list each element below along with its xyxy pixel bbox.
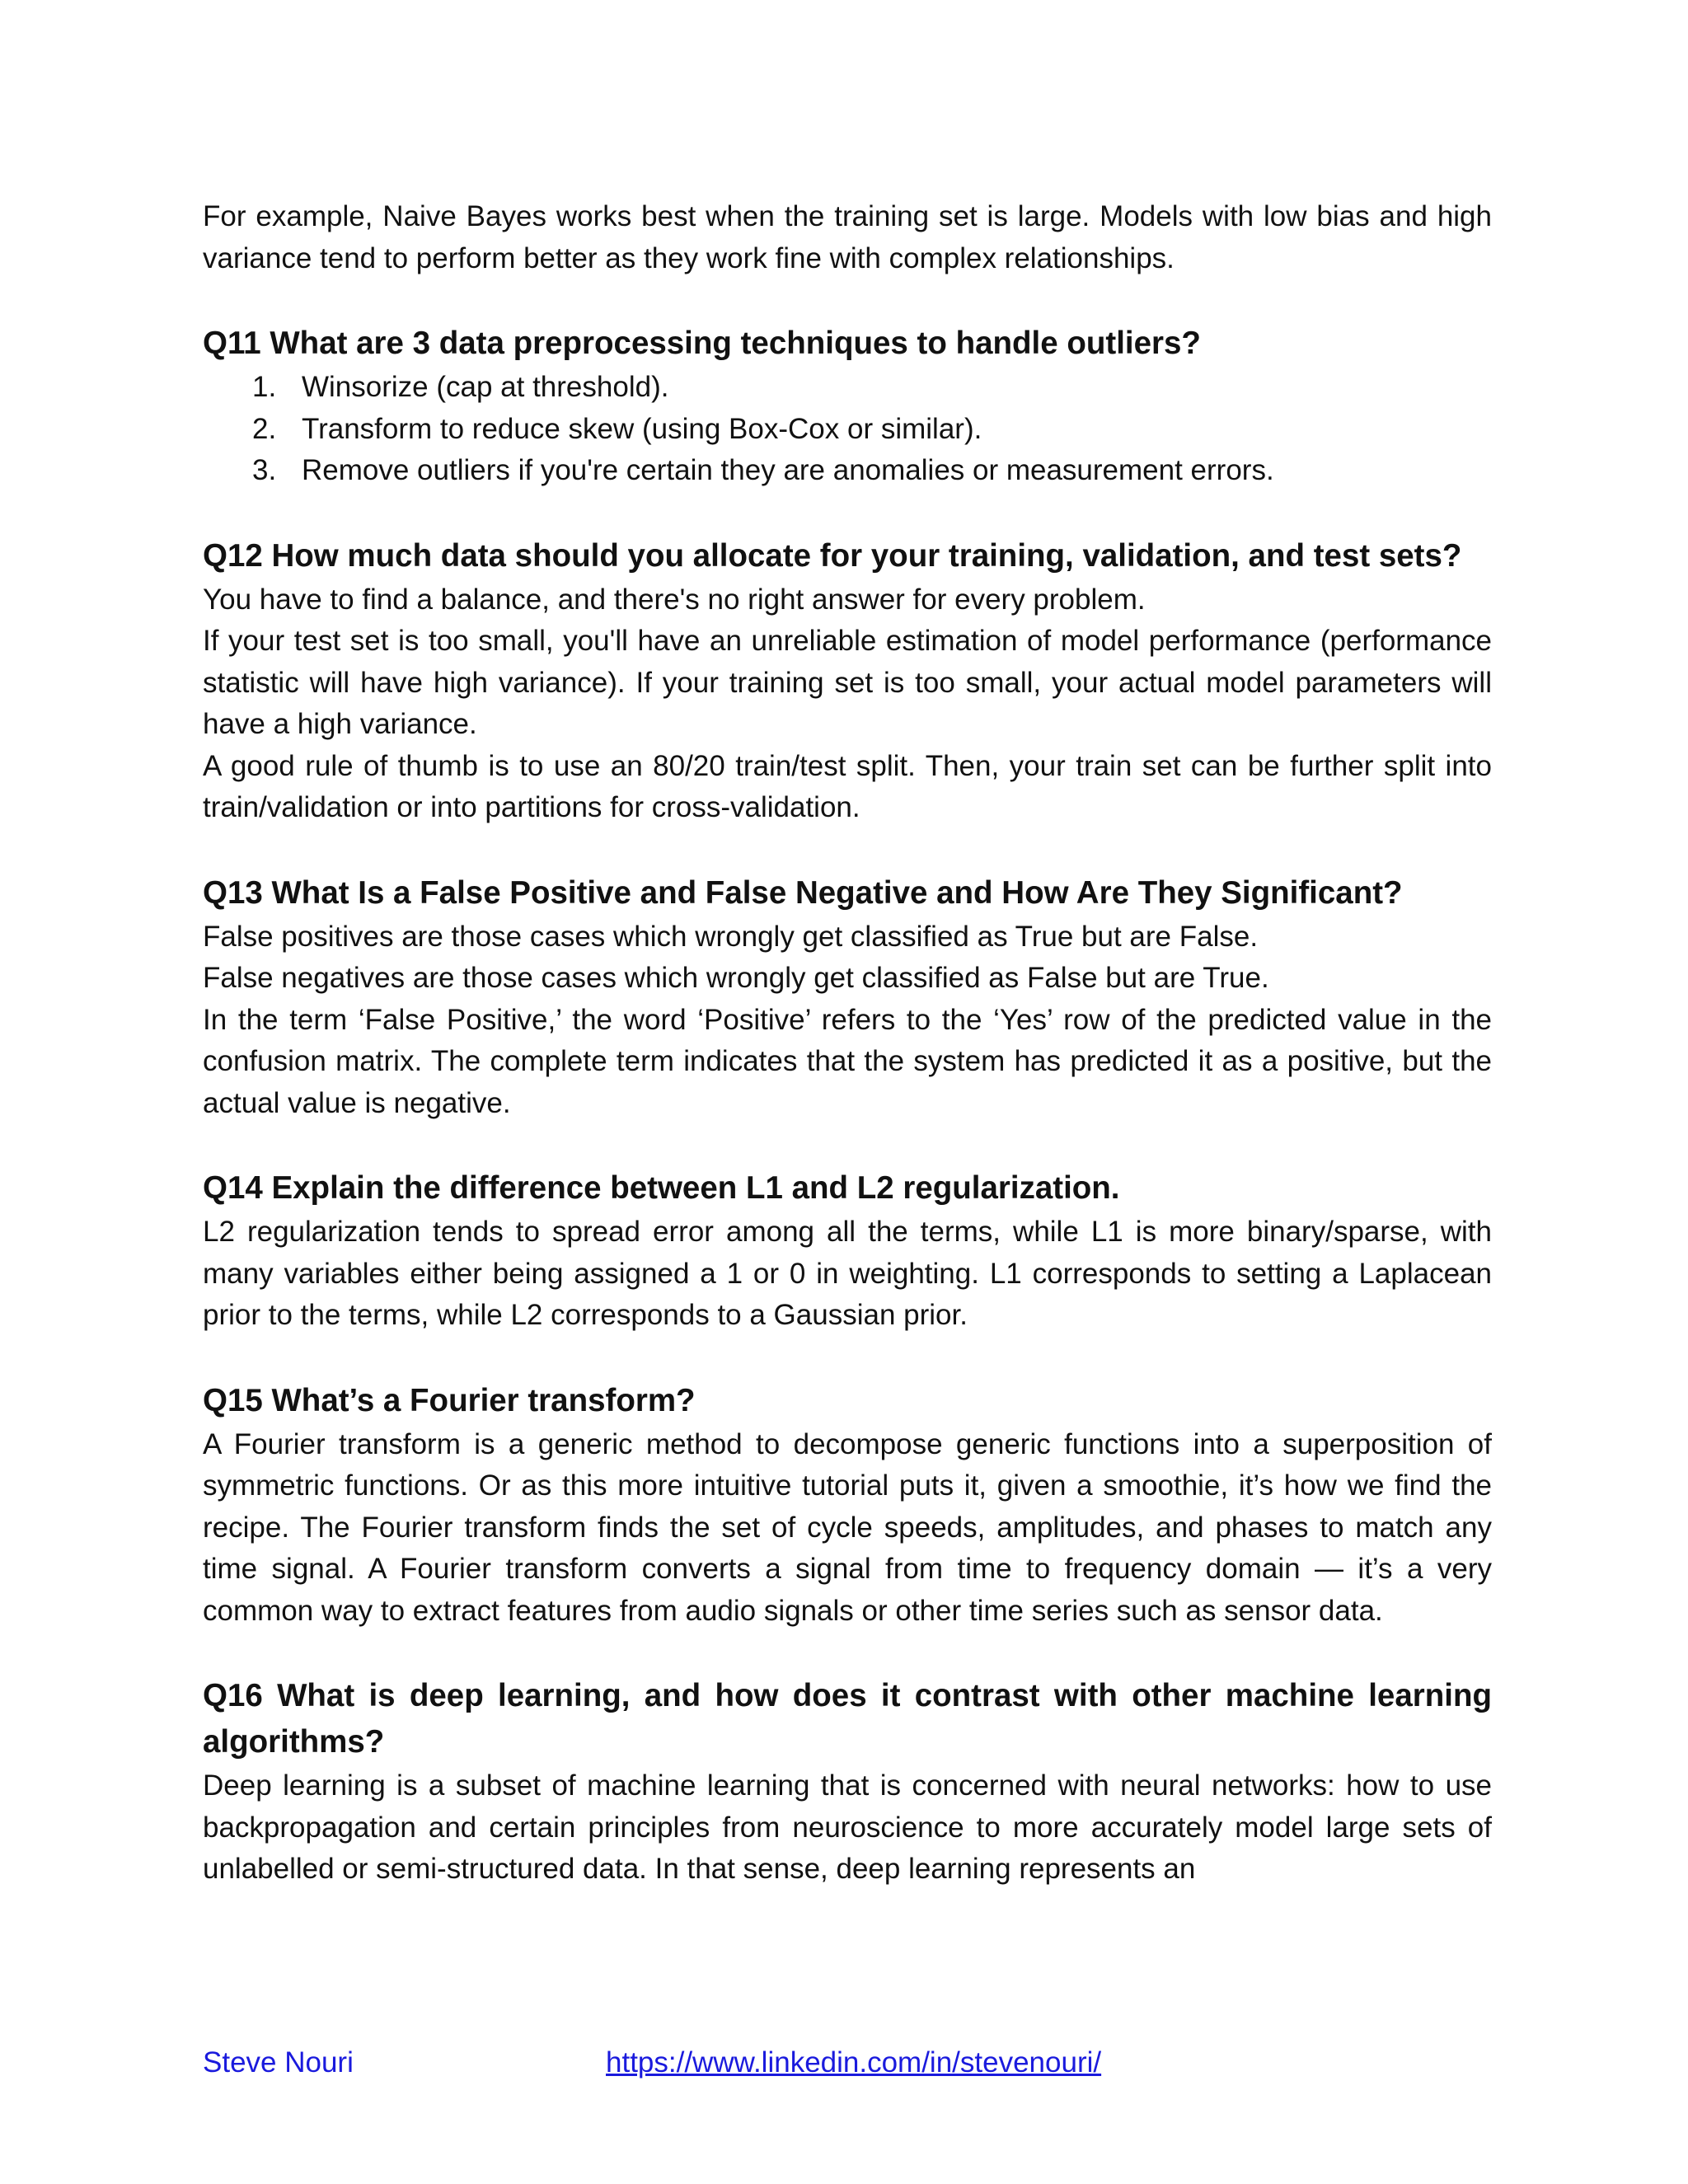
footer-author: Steve Nouri xyxy=(203,2046,354,2079)
list-item-text: Remove outliers if you're certain they are anomalies or measurement errors. xyxy=(302,454,1274,486)
list-item xyxy=(203,367,1492,409)
q16-paragraph: Deep learning is a subset of machine learning that is concerned with neural networks: how to use backpropagation and certain principles from neuroscience to more accurately model large sets of unlabelled or semi-structured data. In that sense, deep learning represents an xyxy=(203,1769,1492,1885)
q14-heading: Q14 Explain the difference between L1 and L2 regularization. xyxy=(203,1170,1120,1206)
page-content xyxy=(203,196,1492,1891)
q11-list xyxy=(203,367,1492,492)
intro-paragraph: For example, Naive Bayes works best when the training set is large. Models with low bias and high variance tend to perform better as they work fine with complex relationships. xyxy=(203,200,1492,274)
q11-heading: Q11 What are 3 data preprocessing techniques to handle outliers? xyxy=(203,326,1201,361)
q14-paragraph: L2 regularization tends to spread error among all the terms, while L1 is more binary/sparse, with many variables either being assigned a 1 or 0 in weighting. L1 corresponds to setting a Laplacean prior to the terms, while L2 corresponds to a Gaussian prior. xyxy=(203,1216,1492,1331)
spacer xyxy=(203,829,1492,870)
list-number: 1. xyxy=(252,371,277,403)
spacer xyxy=(203,492,1492,533)
linkedin-link[interactable]: https://www.linkedin.com/in/stevenouri/ xyxy=(606,2046,1102,2079)
q12-paragraph: A good rule of thumb is to use an 80/20 train/test split. Then, your train set can be further split into train/validation or into partitions for cross-validation. xyxy=(203,749,1492,823)
q13-paragraph: False negatives are those cases which wrongly get classified as False but are True. xyxy=(203,962,1269,994)
q12-paragraph: You have to find a balance, and there's no right answer for every problem. xyxy=(203,583,1146,616)
q15-heading: Q15 What’s a Fourier transform? xyxy=(203,1382,696,1418)
spacer xyxy=(203,1632,1492,1673)
list-item xyxy=(203,450,1492,492)
list-number: 3. xyxy=(252,454,277,486)
spacer xyxy=(203,1337,1492,1378)
q13-heading: Q13 What Is a False Positive and False Negative and How Are They Significant? xyxy=(203,874,1403,911)
spacer xyxy=(203,279,1492,321)
list-item-text: Winsorize (cap at threshold). xyxy=(302,371,669,403)
list-item-text: Transform to reduce skew (using Box-Cox or similar). xyxy=(302,412,982,445)
q15-paragraph: A Fourier transform is a generic method to decompose generic functions into a superposition of symmetric functions. Or as this more intuitive tutorial puts it, given a smoothie, it’s how we find the recipe. The Fourier transform finds the set of cycle speeds, amplitudes, and phases to match any time signal. A Fourier transform converts a signal from time to frequency domain — it’s a very common way to extract features from audio signals or other time series such as sensor data. xyxy=(203,1427,1492,1627)
q13-paragraph: False positives are those cases which wrongly get classified as True but are False. xyxy=(203,920,1259,953)
q12-paragraph: If your test set is too small, you'll have an unreliable estimation of model performance (performance statistic will have high variance). If your training set is too small, your actual model parameters will have a high variance. xyxy=(203,625,1492,740)
q12-heading: Q12 How much data should you allocate for your training, validation, and test sets? xyxy=(203,537,1462,574)
q13-paragraph: In the term ‘False Positive,’ the word ‘Positive’ refers to the ‘Yes’ row of the predicted value in the confusion matrix. The complete term indicates that the system has predicted it as a positive, but the actual value is negative. xyxy=(203,1003,1492,1119)
q16-heading: Q16 What is deep learning, and how does it contrast with other machine learning algorithms? xyxy=(203,1678,1492,1760)
spacer xyxy=(203,1124,1492,1165)
list-item xyxy=(203,409,1492,451)
list-number: 2. xyxy=(252,412,277,445)
